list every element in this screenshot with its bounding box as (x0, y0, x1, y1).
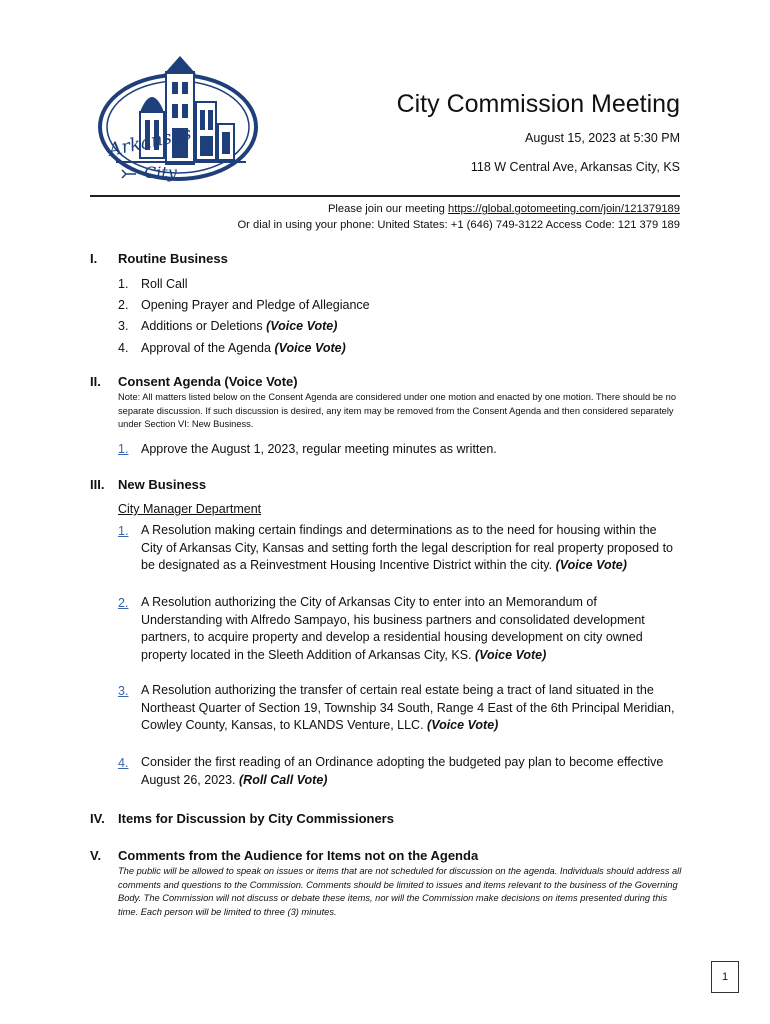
public-comment-note: The public will be allowed to speak on issues or items that are not scheduled for discussion on the agenda. Individuals should address all comments and questions to the Commission. Comments should be limited to issues and items relevant to the business of the Governing Body. The Commission will not discuss or debate these items, nor will the Commission make decisions on items presented during this time. Each person will be limited to three (3) minutes. (118, 866, 682, 917)
agenda-item (141, 522, 681, 575)
agenda-item (141, 682, 681, 735)
consent-agenda-note: Note: All matters listed below on the Consent Agenda are considered under one motion and enacted by one motion. There should be no separate discussion. If such discussion is desired, any item may be removed from the Consent Agenda and then considered separately under Section VI: New Business. (118, 392, 677, 430)
join-info (237, 201, 680, 233)
agenda-item (141, 276, 681, 294)
item-number: 1. (118, 277, 129, 291)
agenda-item-text: Opening Prayer and Pledge of Allegiance (141, 298, 370, 312)
section-4-number: IV. (90, 811, 105, 826)
item-number-link[interactable]: 1. (118, 524, 129, 538)
item-number-link[interactable]: 3. (118, 684, 129, 698)
meeting-address: 118 W Central Ave, Arkansas City, KS (470, 160, 680, 174)
page-title: City Commission Meeting (396, 90, 680, 118)
join-prefix: Please join our meeting (327, 203, 448, 215)
section-5-number: V. (90, 848, 102, 863)
agenda-item-text: Roll Call (141, 277, 188, 291)
section-4-title: Items for Discussion by City Commissioners (118, 811, 394, 826)
header-divider (90, 195, 680, 197)
section-3-title: New Business (118, 477, 207, 492)
vote-type: (Voice Vote) (555, 558, 627, 572)
page-number: 1 (711, 961, 739, 993)
item-number-link[interactable]: 2. (118, 596, 129, 610)
agenda-item (141, 297, 681, 315)
meeting-link[interactable]: https://global.gotomeeting.com/join/121379189 (448, 203, 680, 215)
item-number-link[interactable]: 4. (118, 756, 129, 770)
svg-text:Arkansas: Arkansas (106, 122, 194, 161)
vote-type: (Voice Vote) (427, 718, 499, 732)
section-1-title: Routine Business (118, 251, 228, 266)
agenda-item (141, 340, 681, 358)
svg-text:City: City (144, 163, 177, 182)
agenda-item-text: Additions or Deletions (141, 319, 267, 333)
vote-type: (Roll Call Vote) (239, 772, 328, 787)
vote-type: (Voice Vote) (266, 319, 338, 333)
agenda-item-text: Approve the August 1, 2023, regular meeting minutes as written. (141, 442, 497, 456)
agenda-item-text: A Resolution making certain findings and determinations as to the need for housing within the City of Arkansas City, Kansas and setting forth the legal description for real property proposed to be designated as a Reinvestment Housing Incentive District within the city. (141, 523, 673, 572)
agenda-item-text: A Resolution authorizing the transfer of certain real estate being a tract of land situated in the Northeast Quarter of Section 19, Township 34 South, Range 4 East of the 6th Principal Meridian, Cowley County, Kansas, to KLANDS Venture, LLC. (141, 683, 675, 732)
city-logo (96, 52, 262, 190)
vote-type: (Voice Vote) (274, 341, 346, 355)
department-heading: City Manager Department (118, 502, 262, 516)
item-number-link[interactable]: 1. (118, 442, 129, 456)
item-number: 2. (118, 298, 129, 312)
vote-type: (Voice Vote) (474, 647, 547, 662)
section-2-number: II. (90, 374, 101, 389)
agenda-item (141, 318, 681, 336)
agenda-item-text: Consider the first reading of an Ordinance adopting the budgeted pay plan to become effective August 26, 2023. (141, 755, 664, 787)
section-3-number: III. (90, 477, 105, 492)
meeting-date: August 15, 2023 at 5:30 PM (525, 131, 680, 145)
section-2-title: Consent Agenda (Voice Vote) (118, 374, 298, 389)
agenda-item (141, 594, 681, 664)
section-5-title: Comments from the Audience for Items not on the Agenda (118, 848, 479, 863)
item-number: 4. (118, 341, 129, 355)
item-number: 3. (118, 319, 129, 333)
agenda-item-text: A Resolution authorizing the City of Arkansas City to enter into an Memorandum of Understanding with Alfredo Sampayo, his business partners and consolidated development partners, to acquire property and develop a residential housing development on city owned property located in the Sleeth Addition of Arkansas City, KS. (141, 595, 645, 662)
agenda-item (141, 754, 681, 789)
section-1-number: I. (90, 251, 98, 266)
agenda-item (141, 441, 681, 459)
dial-in-line: Or dial in using your phone: United States: +1 (646) 749-3122 Access Code: 121 379 189 (237, 219, 680, 231)
agenda-item-text: Approval of the Agenda (141, 341, 275, 355)
join-line (237, 201, 680, 217)
